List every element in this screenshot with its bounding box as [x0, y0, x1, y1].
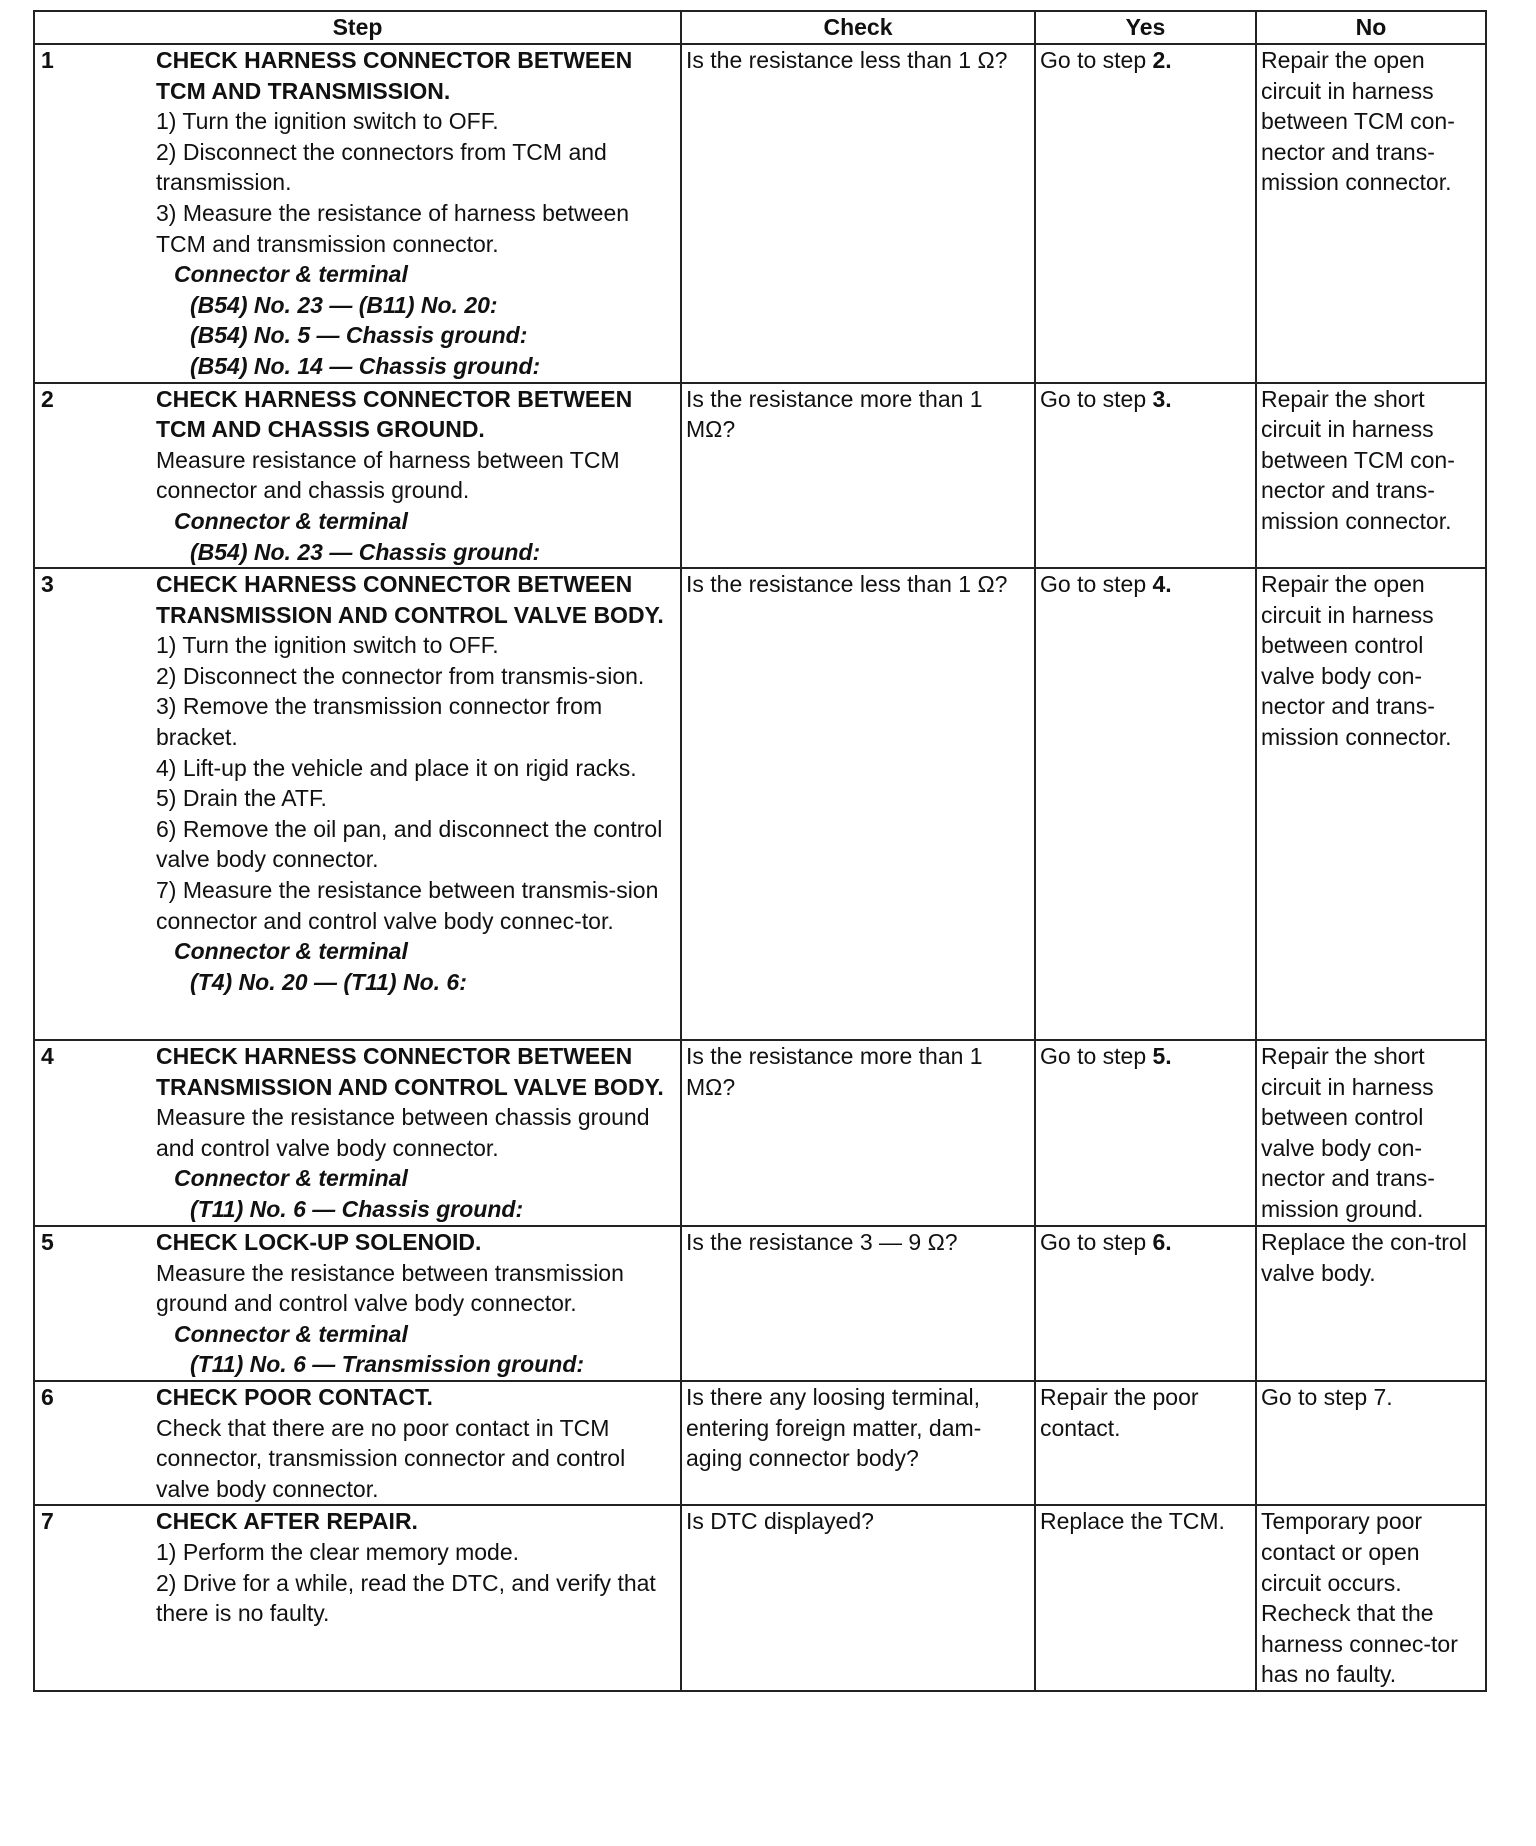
header-no: No [1256, 11, 1486, 44]
step-instruction: 4) Lift-up the vehicle and place it on rigid racks. [156, 754, 637, 781]
terminal-spec: (T11) No. 6 — Transmission ground: [190, 1351, 585, 1378]
table-body [34, 44, 1486, 1691]
step-cell [34, 1505, 681, 1691]
step-number: 6 [41, 1384, 54, 1411]
terminal-spec: (B54) No. 14 — Chassis ground: [190, 352, 541, 379]
step-number: 5 [41, 1229, 54, 1256]
step-text [156, 1506, 676, 1628]
step-instruction: 1) Turn the ignition switch to OFF. [156, 108, 499, 135]
step-title: CHECK HARNESS CONNECTOR BETWEEN TCM AND CHASSIS GROUND. [156, 385, 633, 443]
connector-terminal-label: Connector & terminal [174, 507, 408, 534]
step-number: 1 [41, 47, 54, 73]
step-title: CHECK HARNESS CONNECTOR BETWEEN TRANSMISSION AND CONTROL VALVE BODY. [156, 571, 664, 628]
step-text [156, 1227, 676, 1380]
step-cell [34, 1040, 681, 1226]
no-cell: Repair the open circuit in harness between control valve body con-nector and trans-mission connector. [1256, 568, 1486, 1040]
check-cell: Is the resistance 3 — 9 Ω? [681, 1226, 1035, 1381]
yes-text: Replace the TCM. [1040, 1508, 1225, 1535]
yes-step-ref: 3. [1152, 385, 1172, 412]
diagnostic-procedure-table [33, 10, 1487, 1692]
step-instruction: 7) Measure the resistance between transmis-sion connector and control valve body connec-tor. [156, 877, 659, 934]
terminal-spec: (T11) No. 6 — Chassis ground: [190, 1196, 524, 1223]
terminal-spec: (T4) No. 20 — (T11) No. 6: [190, 968, 467, 995]
step-instruction: 2) Disconnect the connectors from TCM and transmission. [156, 138, 607, 196]
yes-text: Repair the poor contact. [1040, 1384, 1199, 1441]
yes-cell [1035, 44, 1256, 383]
step-text [156, 45, 676, 382]
step-cell [34, 44, 681, 383]
yes-text: Go to step [1040, 47, 1153, 73]
yes-text: Go to step [1040, 385, 1153, 412]
check-cell: Is DTC displayed? [681, 1505, 1035, 1691]
connector-terminal-label: Connector & terminal [174, 938, 408, 965]
step-instruction: 3) Measure the resistance of harness between TCM and transmission connector. [156, 199, 630, 257]
step-instruction: 1) Perform the clear memory mode. [156, 1539, 520, 1566]
step-title: CHECK LOCK-UP SOLENOID. [156, 1229, 482, 1256]
step-title: CHECK POOR CONTACT. [156, 1384, 433, 1411]
step-instruction: 3) Remove the transmission connector from bracket. [156, 693, 603, 751]
step-text [156, 1382, 676, 1504]
terminal-spec: (B54) No. 23 — Chassis ground: [190, 538, 541, 565]
yes-cell [1035, 1381, 1256, 1505]
step-instruction: 2) Disconnect the connector from transmis-sion. [156, 662, 645, 689]
yes-step-ref: 6. [1152, 1229, 1172, 1256]
step-instruction: Measure the resistance between transmission ground and control valve body connector. [156, 1259, 624, 1317]
step-instruction: 6) Remove the oil pan, and disconnect the control valve body connector. [156, 815, 663, 873]
header-step: Step [34, 11, 681, 44]
yes-cell [1035, 383, 1256, 569]
yes-text: Go to step [1040, 571, 1153, 598]
step-cell [34, 568, 681, 1040]
no-cell: Temporary poor contact or open circuit occurs. Recheck that the harness connec-tor has no faulty. [1256, 1505, 1486, 1691]
step-text [156, 1041, 676, 1225]
yes-cell [1035, 1226, 1256, 1381]
yes-text: Go to step [1040, 1043, 1153, 1070]
yes-cell [1035, 1505, 1256, 1691]
no-cell: Go to step 7. [1256, 1381, 1486, 1505]
table-row [34, 1505, 1486, 1691]
header-row [34, 11, 1486, 44]
step-number: 4 [41, 1043, 54, 1070]
step-number: 3 [41, 571, 54, 598]
terminal-spec: (B54) No. 5 — Chassis ground: [190, 322, 528, 349]
yes-step-ref: 4. [1152, 571, 1172, 598]
step-text [156, 569, 676, 997]
yes-step-ref: 2. [1152, 47, 1172, 73]
step-instruction: Measure the resistance between chassis ground and control valve body connector. [156, 1104, 650, 1161]
check-cell: Is the resistance less than 1 Ω? [681, 568, 1035, 1040]
check-cell: Is the resistance more than 1 MΩ? [681, 1040, 1035, 1226]
table-row [34, 1381, 1486, 1505]
connector-terminal-label: Connector & terminal [174, 1320, 408, 1347]
yes-text: Go to step [1040, 1229, 1153, 1256]
step-instruction: 2) Drive for a while, read the DTC, and verify that there is no faulty. [156, 1569, 656, 1627]
no-cell: Repair the short circuit in harness between control valve body con-nector and trans-mission ground. [1256, 1040, 1486, 1226]
step-cell [34, 1226, 681, 1381]
yes-step-ref: 5. [1152, 1043, 1172, 1070]
step-cell [34, 383, 681, 569]
step-number: 2 [41, 385, 54, 412]
no-cell: Repair the open circuit in harness between TCM con-nector and trans-mission connector. [1256, 44, 1486, 383]
table-row [34, 44, 1486, 383]
terminal-spec: (B54) No. 23 — (B11) No. 20: [190, 291, 498, 318]
step-instruction: 5) Drain the ATF. [156, 785, 327, 812]
step-title: CHECK HARNESS CONNECTOR BETWEEN TCM AND TRANSMISSION. [156, 47, 633, 104]
header-yes: Yes [1035, 11, 1256, 44]
check-cell: Is there any loosing terminal, entering foreign matter, dam-aging connector body? [681, 1381, 1035, 1505]
header-check: Check [681, 11, 1035, 44]
table-row [34, 1040, 1486, 1226]
step-instruction: Check that there are no poor contact in TCM connector, transmission connector and control valve body connector. [156, 1414, 626, 1502]
no-cell: Replace the con-trol valve body. [1256, 1226, 1486, 1381]
yes-cell [1035, 568, 1256, 1040]
check-cell: Is the resistance more than 1 MΩ? [681, 383, 1035, 569]
connector-terminal-label: Connector & terminal [174, 1165, 408, 1192]
yes-cell [1035, 1040, 1256, 1226]
step-instruction: Measure resistance of harness between TCM connector and chassis ground. [156, 446, 620, 504]
step-instruction: 1) Turn the ignition switch to OFF. [156, 632, 499, 659]
table-row [34, 568, 1486, 1040]
step-number: 7 [41, 1508, 54, 1535]
no-cell: Repair the short circuit in harness between TCM con-nector and trans-mission connector. [1256, 383, 1486, 569]
table-row [34, 383, 1486, 569]
step-cell [34, 1381, 681, 1505]
check-cell: Is the resistance less than 1 Ω? [681, 44, 1035, 383]
step-text [156, 384, 676, 568]
table-row [34, 1226, 1486, 1381]
step-title: CHECK HARNESS CONNECTOR BETWEEN TRANSMISSION AND CONTROL VALVE BODY. [156, 1043, 664, 1100]
step-title: CHECK AFTER REPAIR. [156, 1508, 418, 1535]
connector-terminal-label: Connector & terminal [174, 261, 408, 288]
